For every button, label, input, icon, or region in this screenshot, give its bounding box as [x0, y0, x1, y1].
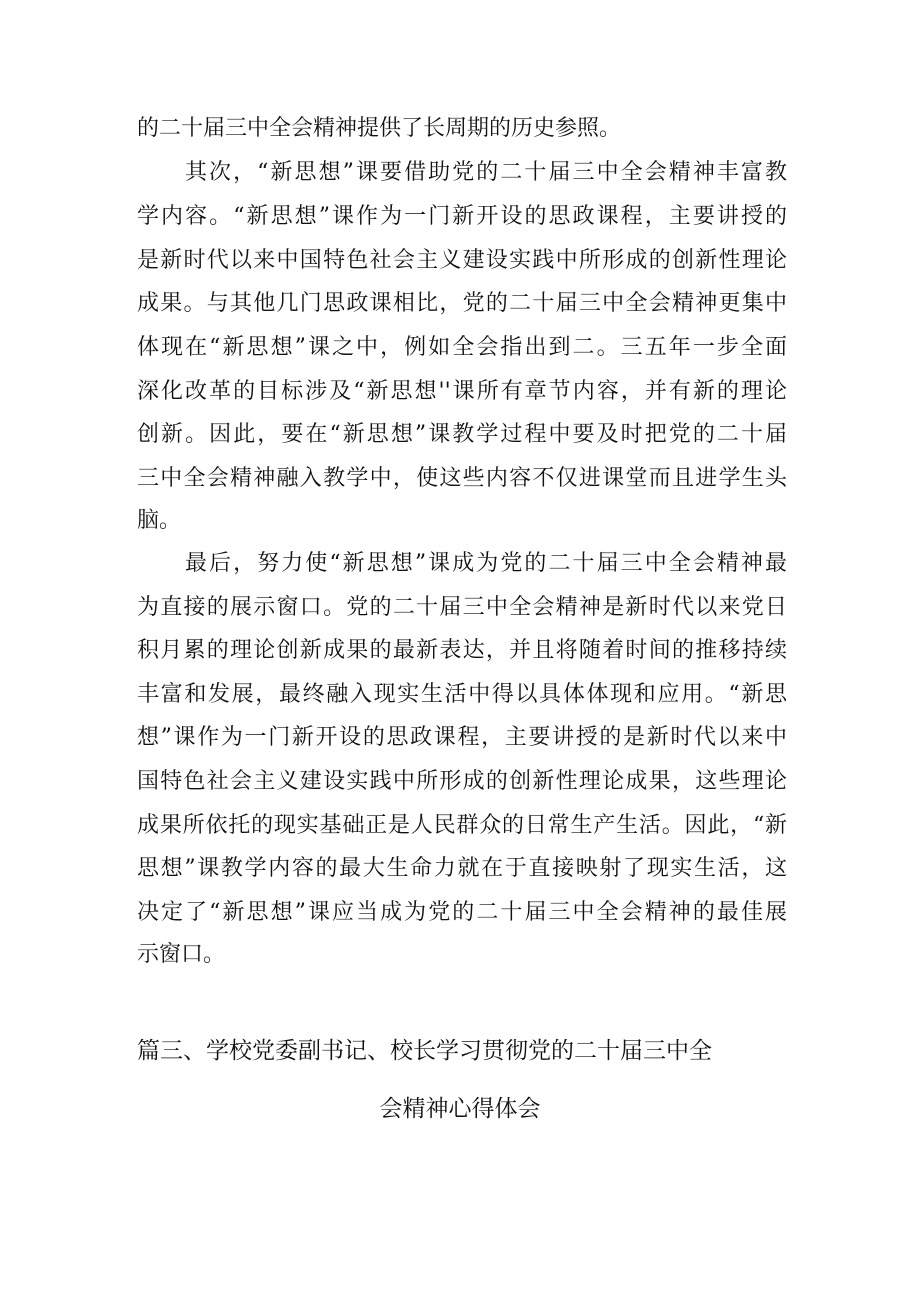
paragraph-line: 是新时代以来中国特色社会主义建设实践中所形成的创新性理论: [137, 248, 787, 273]
paragraph-line: 学内容。“新思想”课作为一门新开设的思政课程，主要讲授的: [137, 204, 787, 229]
paragraph-line: 创新。因此，要在“新思想”课教学过程中要及时把党的二十届: [137, 422, 787, 447]
paragraph-line: 最后，努力使“新思想”课成为党的二十届三中全会精神最: [185, 551, 787, 576]
paragraph-line: 决定了“新思想”课应当成为党的二十届三中全会精神的最佳展: [137, 900, 787, 925]
section-heading-line-1: 篇三、学校党委副书记、校长学习贯彻党的二十届三中全: [137, 1038, 712, 1064]
paragraph-line: 积月累的理论创新成果的最新表达，并且将随着时间的推移持续: [137, 638, 787, 663]
paragraph-line: 想”课作为一门新开设的思政课程，主要讲授的是新时代以来中: [137, 725, 787, 750]
paragraph-line: 丰富和发展，最终融入现实生活中得以具体体现和应用。“新思: [137, 682, 787, 707]
paragraph-line: 的二十届三中全会精神提供了长周期的历史参照。: [137, 116, 622, 141]
paragraph-line: 示窗口。: [137, 942, 226, 967]
paragraph-line: 成果。与其他几门思政课相比，党的二十届三中全会精神更集中: [137, 291, 787, 316]
paragraph-line: 脑。: [137, 508, 182, 533]
section-heading-line-2: 会精神心得体会: [379, 1096, 541, 1122]
paragraph-line: 其次，“新思想”课要借助党的二十届三中全会精神丰富教: [185, 160, 787, 185]
paragraph-line: 国特色社会主义建设实践中所形成的创新性理论成果，这些理论: [137, 769, 787, 794]
paragraph-line: 为直接的展示窗口。党的二十届三中全会精神是新时代以来党日: [137, 595, 787, 620]
paragraph-line: 成果所依托的现实基础正是人民群众的日常生产生活。因此，“新: [137, 813, 787, 838]
paragraph-line: 思想”课教学内容的最大生命力就在于直接映射了现实生活，这: [137, 856, 787, 881]
paragraph-line: 深化改革的目标涉及“新思想''课所有章节内容，并有新的理论: [137, 379, 787, 404]
paragraph-line: 三中全会精神融入教学中，使这些内容不仅进课堂而且进学生头: [137, 466, 787, 491]
paragraph-line: 体现在“新思想”课之中，例如全会指出到二。三五年一步全面: [137, 335, 787, 360]
